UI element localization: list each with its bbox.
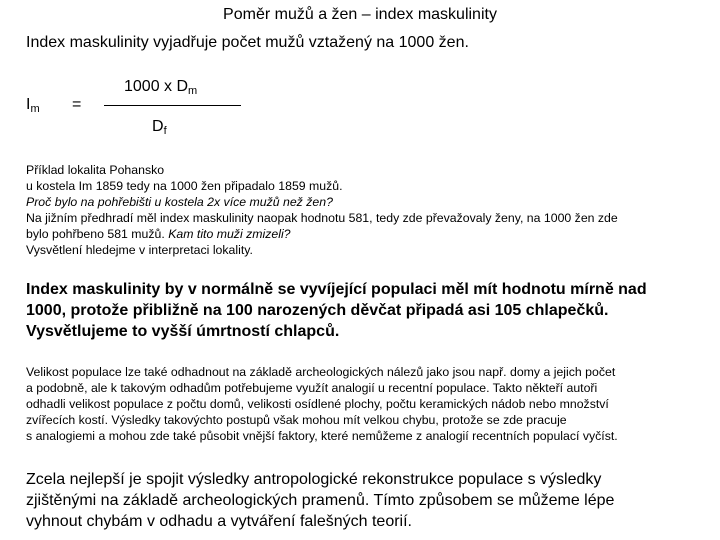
population-estimate-paragraph	[26, 364, 618, 444]
paragraph-line: vyhnout chybám v odhadu a vytváření falešných teorií.	[26, 513, 412, 530]
paragraph-line: zvířecích kostí. Výsledky takovýchto postupů však mohou mít velkou chybu, protože se zde pracuje	[26, 413, 567, 427]
paragraph-line: Velikost populace lze také odhadnout na základě archeologických nálezů jako jsou např. domy a jejich počet	[26, 365, 616, 379]
formula-equals: =	[72, 96, 82, 113]
fraction-line	[104, 105, 241, 106]
example-line: u kostela Im 1859 tedy na 1000 žen připadalo 1859 mužů.	[26, 179, 343, 193]
paragraph-line: Index maskulinity by v normálně se vyvíjející populaci měl mít hodnotu mírně nad	[26, 281, 647, 298]
paragraph-line: a podobně, ale k takovým odhadům potřebujeme využít analogií u recentní populace. Takto někteří autoři	[26, 381, 598, 395]
paragraph-line: zjištěnými na základě archeologických pramenů. Tímto způsobem se můžeme lépe	[26, 492, 615, 509]
masculinity-paragraph	[26, 279, 647, 342]
paragraph-line: 1000, protože přibližně na 100 narozených děvčat připadá asi 105 chlapečků.	[26, 302, 609, 319]
example-line: bylo pohřbeno 581 mužů. Kam tito muži zmizeli?	[26, 227, 291, 241]
conclusion-paragraph	[26, 469, 614, 532]
formula-numerator: 1000 x $D_m$	[124, 78, 198, 97]
example-question: Kam tito muži zmizeli?	[168, 227, 291, 241]
paragraph-line: odhadli velikost populace z počtu domů, velikosti osídlené plochy, počtu keramických nádob nebo množství	[26, 397, 609, 411]
formula-denominator: $D_f$	[152, 118, 167, 137]
formula-lhs: $I_m$	[26, 96, 40, 115]
intro-text: Index maskulinity vyjadřuje počet mužů vztažený na 1000 žen.	[26, 34, 469, 51]
paragraph-line: Vysvětlujeme to vyšší úmrtností chlapců.	[26, 323, 340, 340]
example-line: Příklad lokalita Pohansko	[26, 163, 165, 177]
example-block	[26, 162, 716, 258]
paragraph-line: Zcela nejlepší je spojit výsledky antropologické rekonstrukce populace s výsledky	[26, 471, 602, 488]
example-line: Na jižním předhradí měl index maskulinity naopak hodnotu 581, tedy zde převažovaly ženy, na 1000 žen zde	[26, 211, 618, 225]
paragraph-line: s analogiemi a mohou zde také působit vnější faktory, které nemůžeme z analogií recentních populací vyčíst.	[26, 429, 618, 443]
page-title: Poměr mužů a žen – index maskulinity	[223, 6, 497, 23]
example-question: Proč bylo na pohřebišti u kostela 2x více mužů než žen?	[26, 195, 333, 209]
example-line: Vysvětlení hledejme v interpretaci lokality.	[26, 243, 253, 257]
